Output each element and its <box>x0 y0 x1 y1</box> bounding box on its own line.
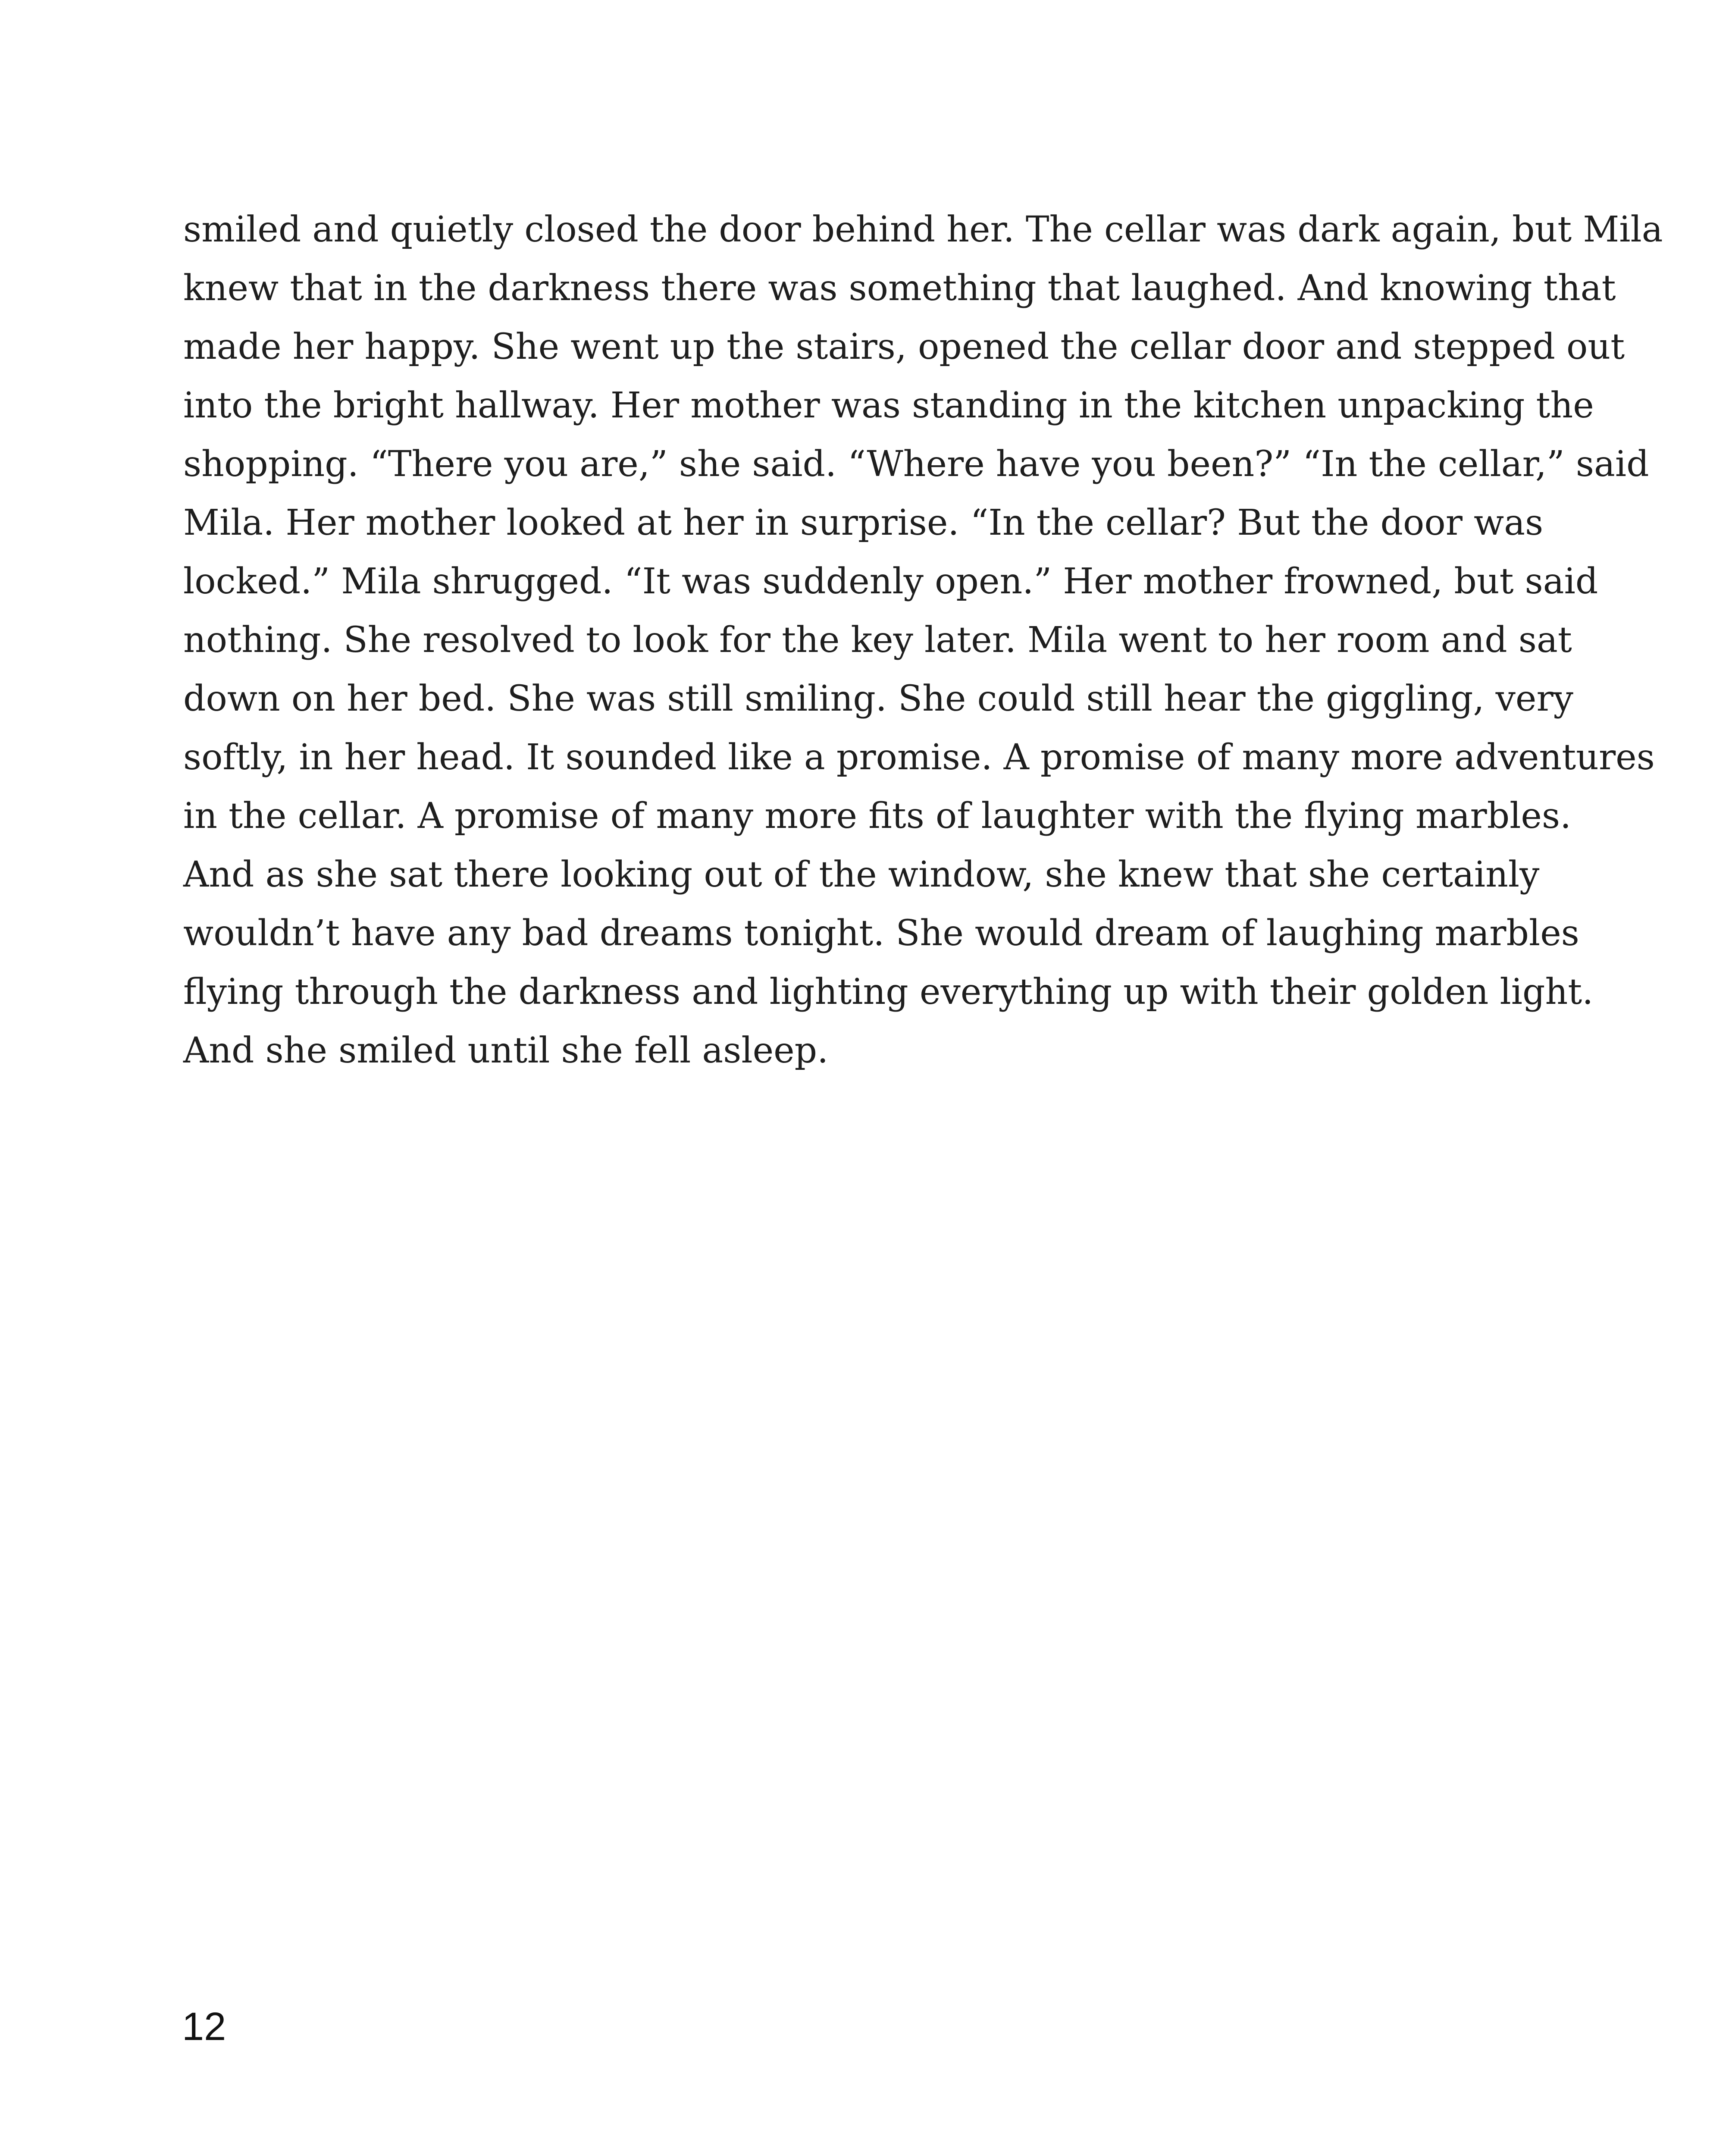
paragraph-line: made her happy. She went up the stairs, opened the cellar door and stepped out <box>183 326 1625 367</box>
paragraph-line: shopping. “There you are,” she said. “Where have you been?” “In the cellar,” said <box>183 444 1649 485</box>
paragraph-line: smiled and quietly closed the door behind her. The cellar was dark again, but Mila <box>183 209 1663 250</box>
paragraph-line: in the cellar. A promise of many more fits of laughter with the flying marbles. <box>183 796 1572 837</box>
paragraph-line: flying through the darkness and lighting everything up with their golden light. <box>183 971 1594 1012</box>
paragraph-line: locked.” Mila shrugged. “It was suddenly open.” Her mother frowned, but said <box>183 561 1598 602</box>
paragraph-line: knew that in the darkness there was something that laughed. And knowing that <box>183 268 1616 309</box>
paragraph-line: softly, in her head. It sounded like a promise. A promise of many more adventures <box>183 737 1655 778</box>
paragraph-line: wouldn’t have any bad dreams tonight. She would dream of laughing marbles <box>183 913 1579 954</box>
paragraph-line: into the bright hallway. Her mother was standing in the kitchen unpacking the <box>183 385 1594 426</box>
page-number: 12 <box>182 2005 226 2049</box>
paragraph-line: nothing. She resolved to look for the key later. Mila went to her room and sat <box>183 620 1572 661</box>
paragraph-last-line: And she smiled until she fell asleep. <box>183 1030 829 1071</box>
paragraph-line: down on her bed. She was still smiling. She could still hear the giggling, very <box>183 678 1573 719</box>
paragraph-line: Mila. Her mother looked at her in surprise. “In the cellar? But the door was <box>183 502 1544 543</box>
story-paragraph <box>183 201 1663 1080</box>
paragraph-line: And as she sat there looking out of the window, she knew that she certainly <box>183 854 1540 895</box>
